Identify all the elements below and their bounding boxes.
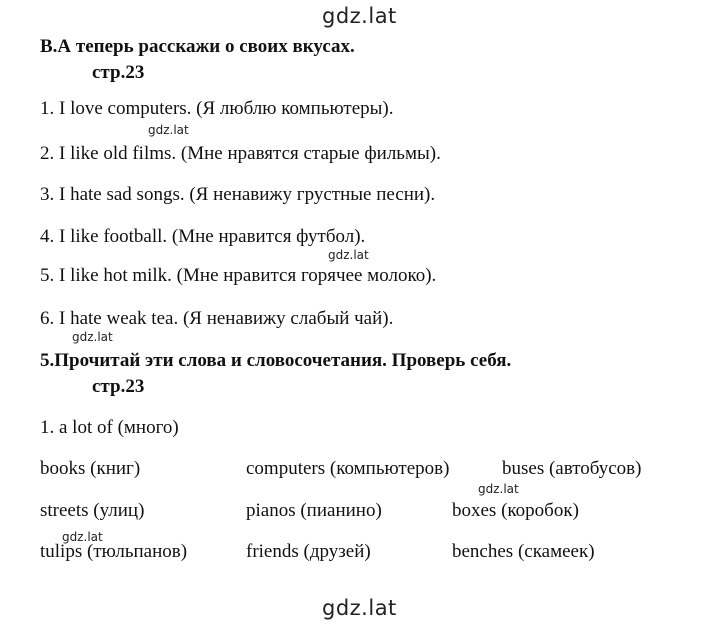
section-5-intro: 1. a lot of (много)	[40, 417, 179, 438]
word-cell: friends (друзей)	[246, 541, 371, 562]
list-item: 6. I hate weak tea. (Я ненавижу слабый чай).	[40, 308, 394, 329]
section-b-page: стр.23	[92, 62, 145, 83]
list-item: 1. I love computers. (Я люблю компьютеры).	[40, 98, 394, 119]
watermark-mark: gdz.lat	[72, 330, 113, 344]
word-cell: buses (автобусов)	[502, 458, 642, 479]
list-item: 2. I like old films. (Мне нравятся старые фильмы).	[40, 143, 441, 164]
watermark-mark: gdz.lat	[148, 123, 189, 137]
word-cell: tulips (тюльпанов)	[40, 541, 188, 562]
watermark-mark: gdz.lat	[328, 248, 369, 262]
word-cell: books (книг)	[40, 458, 141, 479]
watermark-mark: gdz.lat	[478, 482, 519, 496]
word-cell: streets (улиц)	[40, 500, 145, 521]
watermark-mark: gdz.lat	[62, 530, 103, 544]
section-5-page: стр.23	[92, 376, 145, 397]
word-cell: computers (компьютеров)	[246, 458, 450, 479]
section-5-title: 5.Прочитай эти слова и словосочетания. Проверь себя.	[40, 350, 512, 371]
list-item: 4. I like football. (Мне нравится футбол).	[40, 226, 366, 247]
word-cell: benches (скамеек)	[452, 541, 595, 562]
list-item: 3. I hate sad songs. (Я ненавижу грустные песни).	[40, 184, 436, 205]
watermark-bottom: gdz.lat	[322, 596, 397, 620]
word-cell: boxes (коробок)	[452, 500, 579, 521]
word-cell: pianos (пианино)	[246, 500, 382, 521]
section-b-title: B.А теперь расскажи о своих вкусах.	[40, 36, 355, 57]
list-item: 5. I like hot milk. (Мне нравится горячее молоко).	[40, 265, 437, 286]
watermark-top: gdz.lat	[322, 4, 397, 28]
